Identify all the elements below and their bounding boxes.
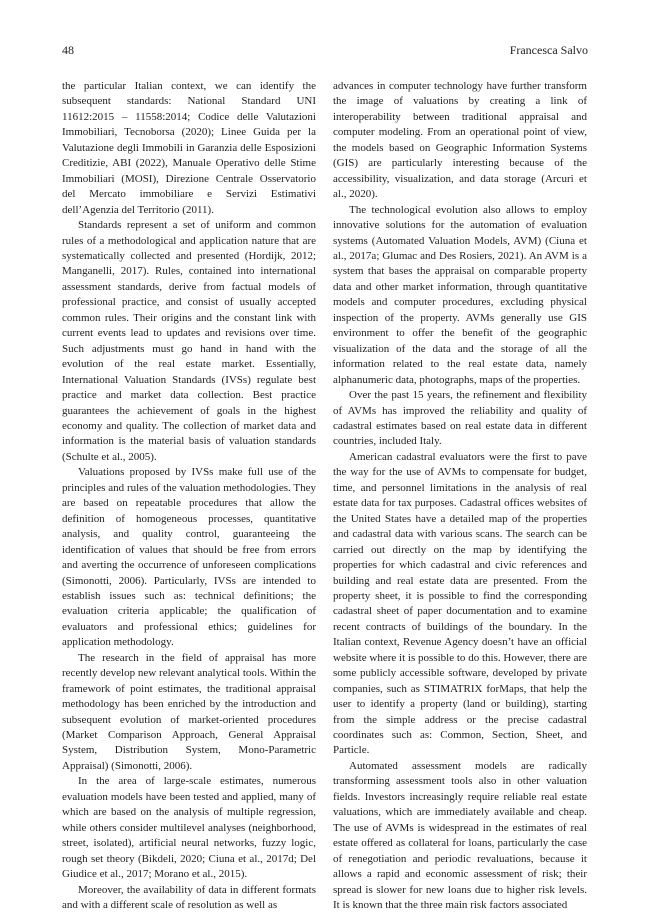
paragraph: Moreover, the availability of data in different formats and with a different scale of resolution as well as [62, 883, 316, 912]
paragraph: American cadastral evaluators were the first to pave the way for the use of AVMs to compensate for budget, time, and personnel limitations in the analysis of real estate data for tax purposes. Cadastral offices websites of the United States have a detailed map of the properties and cadastral data with various scans. The search can be carried out directly on the map by identifying the properties for which cadastral and civic references and building and real estate data are presented. From the property sheet, it is possible to find the corresponding cadastral sheet of paper documentation and to examine recent contracts of buildings of the boundary. In the Italian context, Revenue Agency doesn’t have an official website where it is possible to do this. However, there are some publicly accessible software, developed by private companies, such as STIMATRIX forMaps, that help the user to identify a property (land or building), starting from the simple address or the precise cadastral coordinates such as: Common, Section, Sheet, and Particle. [333, 450, 587, 757]
paragraph: Valuations proposed by IVSs make full use of the principles and rules of the valuation methodologies. They are based on repeatable procedures that allow the definition of homogeneous processes, quantitative analysis, and quality control, guaranteeing the identification of values that should be free from errors and averting the occurrence of unforeseen complications (Simonotti, 2006). Particularly, IVSs are intended to establish issues such as: technical definitions; the evaluation criteria applicable; the qualification of evaluators and professional ethics; guidelines for application methodology. [62, 466, 316, 649]
paragraph: Over the past 15 years, the refinement and flexibility of AVMs has improved the reliability and quality of cadastral estimates based on real estate data in different countries, included Italy. [333, 389, 587, 448]
running-head: Francesca Salvo [509, 43, 588, 57]
left-column [62, 79, 316, 913]
page-number: 48 [62, 43, 74, 57]
paragraph: In the area of large-scale estimates, numerous evaluation models have been tested and applied, many of which are based on the analysis of multiple regression, while others consider multilevel analyses (neighborhood, street, isolated), artificial neural networks, fuzzy logic, rough set theory (Bikdeli, 2020; Ciuna et al., 2017d; Del Giudice et al., 2017; Morano et al., 2015). [62, 775, 316, 881]
paragraph: The technological evolution also allows to employ innovative solutions for the automation of evaluation systems (Automated Valuation Models, AVM) (Ciuna et al., 2017a; Glumac and Des Rosiers, 2021). An AVM is a system that bases the appraisal on comparable property data and other market information, through quantitative models and computer procedures, excluding physical inspection of the property. AVMs generally use GIS environment to offer the benefit of the geographic visualization of the data and the storage of all the information related to the real estate data, namely alphanumeric data, photographs, maps of the properties. [333, 203, 587, 386]
paragraph: the particular Italian context, we can identify the subsequent standards: National Standard UNI 11612:2015 – 11558:2014; Codice delle Valutazioni Immobiliari, Tecnoborsa (2020); Linee Guida per la Valutazione degli Immobili in Garanzia delle Esposizioni Creditizie, ABI (2022), Manuale Operativo delle Stime Immobiliari (MOSI), Direzione Centrale Osservatorio del Mercato immobiliare e Servizi Estimativi dell’Agenzia del Territorio (2011). [62, 80, 316, 216]
right-column [333, 79, 587, 913]
paragraph: advances in computer technology have further transform the image of valuations by creating a link of interoperability between traditional appraisal and computer modeling. From an operational point of view, the models based on Geographic Information Systems (GIS) are particularly interesting because of the accessibility, visualization, and data storage (Arcuri et al., 2020). [333, 80, 587, 201]
paragraph: Standards represent a set of uniform and common rules of a methodological and application nature that are systematically collected and presented (Hordijk, 2012; Manganelli, 2017). Rules, contained into international assessment standards, derive from factual models of professional practice, and consist of usually accepted common rules. Their origins and the constant link with current events lead to updates and revisions over time. Such adjustments must go hand in hand with the evolution of the real estate market. Essentially, International Valuation Standards (IVSs) regulate best practice and market data collection. Best practice guarantees the achievement of goals in the highest economy and quality. The collection of market data and information is the material basis of valuation standards (Schulte et al., 2005). [62, 219, 316, 463]
paragraph: The research in the field of appraisal has more recently develop new relevant analytical tools. Within the framework of point estimates, the traditional appraisal methodology has been enriched by the introduction and subsequent evolution of market-oriented procedures (Market Comparison Approach, General Appraisal System, Distribution System, Mono-Parametric Appraisal) (Simonotti, 2006). [62, 651, 316, 772]
paragraph: Automated assessment models are radically transforming assessment tools also in other valuation fields. Investors increasingly require reliable real estate valuations, which are immediately available and cheap. The use of AVMs is widespread in the estimates of real estate offered as collateral for loans, particularly the case of renegotiation and periodic revaluations, because it allows a rapid and economic assessment of risk; their spread is slower for new loans due to higher risk levels. It is known that the three main risk factors associated [333, 759, 587, 912]
